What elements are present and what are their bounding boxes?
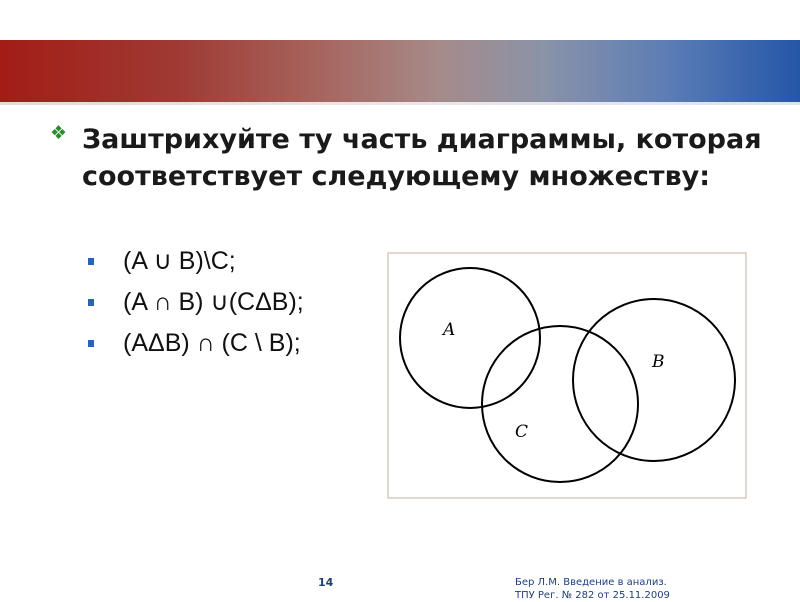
- label-b: B: [652, 352, 665, 372]
- task-item-text: (A ∩ B) ∪(CΔB);: [123, 288, 304, 316]
- task-item-text: (AΔB) ∩ (C \ B);: [123, 329, 301, 357]
- footer-line-2: ТПУ Рег. № 282 от 25.11.2009: [515, 590, 670, 601]
- label-c: C: [515, 422, 529, 442]
- square-bullet-icon: [88, 340, 94, 347]
- diamond-bullet-icon: ❖: [50, 122, 68, 144]
- task-list: [88, 243, 304, 366]
- diagram-frame: [388, 253, 746, 498]
- slide-title: Заштрихуйте ту часть диаграммы, которая соответствует следующему множеству:: [82, 124, 762, 192]
- task-item: [88, 284, 304, 325]
- footer-text: [515, 576, 670, 602]
- venn-diagram: [387, 252, 747, 499]
- label-a: A: [443, 320, 456, 340]
- task-item: [88, 243, 304, 284]
- footer-line-1: Бер Л.М. Введение в анализ.: [515, 577, 667, 588]
- task-item: [88, 325, 304, 366]
- square-bullet-icon: [88, 299, 94, 306]
- header-banner: [0, 40, 800, 102]
- header-divider: [0, 102, 800, 105]
- task-item-text: (A ∪ B)\C;: [123, 247, 236, 275]
- square-bullet-icon: [88, 258, 94, 265]
- page-number: 14: [318, 576, 334, 589]
